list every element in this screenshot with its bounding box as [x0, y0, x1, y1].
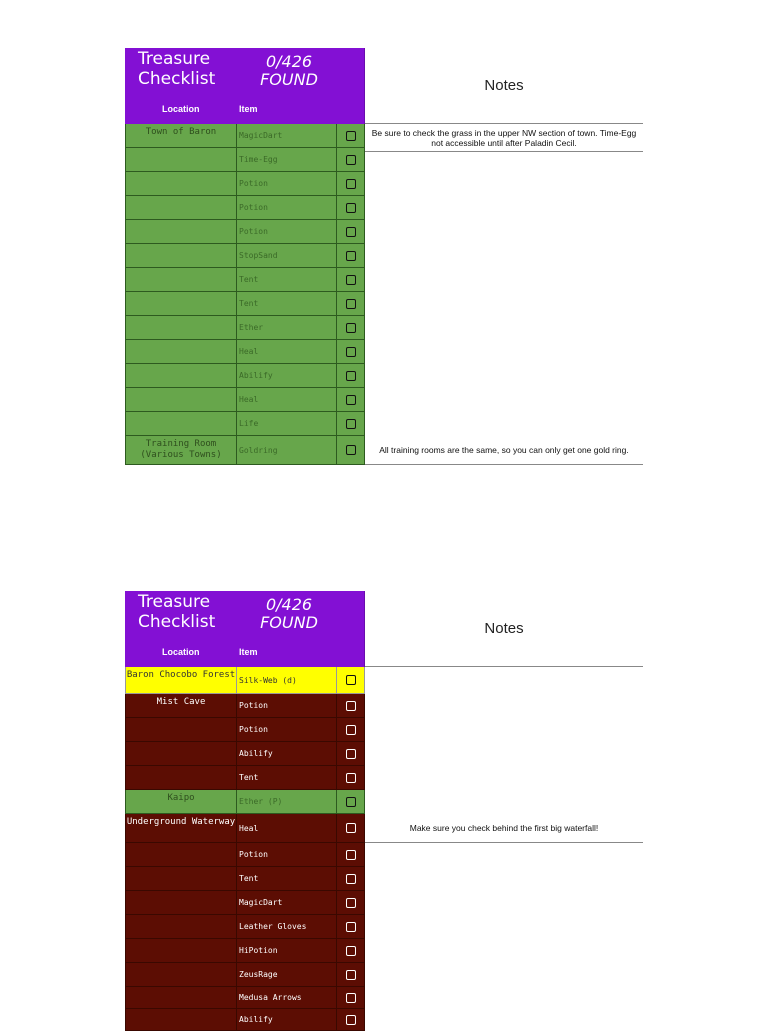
checkbox[interactable] [346, 970, 356, 980]
location-column-header: Location [162, 647, 200, 657]
checkbox[interactable] [346, 299, 356, 309]
table-row [125, 718, 643, 742]
found-checkbox-cell[interactable] [337, 364, 365, 388]
checkbox[interactable] [346, 131, 356, 141]
location-cell: Training Room (Various Towns) [125, 436, 237, 465]
sheet-title: Treasure Checklist [138, 592, 216, 632]
found-checkbox-cell[interactable] [337, 814, 365, 843]
table-row [125, 220, 643, 244]
table-row [125, 987, 643, 1009]
found-checkbox-cell[interactable] [337, 1009, 365, 1031]
table-row [125, 891, 643, 915]
sheet-title: Treasure Checklist [138, 49, 216, 89]
sheet-header [125, 48, 643, 124]
found-checkbox-cell[interactable] [337, 790, 365, 814]
location-cell [125, 915, 237, 939]
item-cell: Leather Gloves [237, 915, 337, 939]
item-cell: Potion [237, 172, 337, 196]
location-cell: Kaipo [125, 790, 237, 814]
table-row [125, 412, 643, 436]
location-cell [125, 963, 237, 987]
checkbox[interactable] [346, 227, 356, 237]
checklist-sheet-2 [125, 591, 643, 1031]
found-checkbox-cell[interactable] [337, 867, 365, 891]
found-checkbox-cell[interactable] [337, 316, 365, 340]
header-banner [125, 591, 365, 667]
checkbox[interactable] [346, 251, 356, 261]
found-counter: 0/426 FOUND [260, 595, 318, 632]
location-cell [125, 766, 237, 790]
item-cell: Tent [237, 766, 337, 790]
found-checkbox-cell[interactable] [337, 196, 365, 220]
found-counter: 0/426 FOUND [260, 52, 318, 89]
item-cell: ZeusRage [237, 963, 337, 987]
found-checkbox-cell[interactable] [337, 292, 365, 316]
found-checkbox-cell[interactable] [337, 172, 365, 196]
location-cell: Underground Waterway [125, 814, 237, 843]
table-row [125, 388, 643, 412]
found-checkbox-cell[interactable] [337, 843, 365, 867]
location-cell [125, 412, 237, 436]
table-row [125, 915, 643, 939]
location-cell [125, 1009, 237, 1031]
checkbox[interactable] [346, 922, 356, 932]
checkbox[interactable] [346, 823, 356, 833]
found-checkbox-cell[interactable] [337, 963, 365, 987]
checkbox[interactable] [346, 155, 356, 165]
location-cell [125, 292, 237, 316]
item-cell: MagicDart [237, 124, 337, 148]
item-cell: Silk-Web (d) [237, 667, 337, 694]
location-cell [125, 148, 237, 172]
table-row [125, 867, 643, 891]
checkbox[interactable] [346, 347, 356, 357]
location-cell [125, 939, 237, 963]
item-cell: Heal [237, 814, 337, 843]
location-cell [125, 987, 237, 1009]
item-cell: Potion [237, 694, 337, 718]
item-cell: HiPotion [237, 939, 337, 963]
found-checkbox-cell[interactable] [337, 939, 365, 963]
item-cell: Tent [237, 268, 337, 292]
location-cell: Mist Cave [125, 694, 237, 718]
table-row [125, 316, 643, 340]
checkbox[interactable] [346, 773, 356, 783]
item-cell: Abilify [237, 742, 337, 766]
checkbox[interactable] [346, 701, 356, 711]
found-checkbox-cell[interactable] [337, 340, 365, 364]
found-checkbox-cell[interactable] [337, 220, 365, 244]
checkbox[interactable] [346, 179, 356, 189]
location-column-header: Location [162, 104, 200, 114]
table-row [125, 364, 643, 388]
table-row [125, 172, 643, 196]
table-row [125, 790, 643, 814]
table-row [125, 244, 643, 268]
found-checkbox-cell[interactable] [337, 268, 365, 292]
found-checkbox-cell[interactable] [337, 891, 365, 915]
found-checkbox-cell[interactable] [337, 148, 365, 172]
found-checkbox-cell[interactable] [337, 667, 365, 694]
checkbox[interactable] [346, 898, 356, 908]
checkbox[interactable] [346, 1015, 356, 1025]
item-cell: Ether (P) [237, 790, 337, 814]
location-cell [125, 364, 237, 388]
table-row [125, 340, 643, 364]
item-cell: MagicDart [237, 891, 337, 915]
item-cell: Goldring [237, 436, 337, 465]
location-cell [125, 196, 237, 220]
item-cell: Potion [237, 718, 337, 742]
location-cell [125, 340, 237, 364]
location-cell: Baron Chocobo Forest [125, 667, 237, 694]
checkbox[interactable] [346, 946, 356, 956]
checkbox[interactable] [346, 874, 356, 884]
item-cell: Heal [237, 340, 337, 364]
location-cell [125, 244, 237, 268]
note-cell: All training rooms are the same, so you can only get one gold ring. [365, 436, 643, 465]
checkbox[interactable] [346, 850, 356, 860]
note-cell: Be sure to check the grass in the upper NW section of town. Time-Egg not accessible until after Paladin Cecil. [365, 124, 643, 152]
table-row [125, 766, 643, 790]
item-column-header: Item [239, 647, 258, 657]
table-row [125, 196, 643, 220]
item-cell: Life [237, 412, 337, 436]
checkbox[interactable] [346, 993, 356, 1003]
found-checkbox-cell[interactable] [337, 244, 365, 268]
location-cell [125, 742, 237, 766]
item-cell: Abilify [237, 1009, 337, 1031]
header-banner [125, 48, 365, 124]
table-row [125, 1009, 643, 1031]
checkbox[interactable] [346, 203, 356, 213]
found-checkbox-cell[interactable] [337, 718, 365, 742]
checkbox[interactable] [346, 419, 356, 429]
table-row [125, 667, 643, 694]
table-row [125, 963, 643, 987]
checklist-sheet-1 [125, 48, 643, 465]
checkbox[interactable] [346, 445, 356, 455]
item-cell: Abilify [237, 364, 337, 388]
table-row [125, 268, 643, 292]
item-cell: Tent [237, 292, 337, 316]
location-cell: Town of Baron [125, 124, 237, 148]
location-cell [125, 316, 237, 340]
table-row [125, 742, 643, 766]
item-column-header: Item [239, 104, 258, 114]
table-row [125, 939, 643, 963]
note-cell: Make sure you check behind the first big waterfall! [365, 814, 643, 843]
location-cell [125, 843, 237, 867]
found-checkbox-cell[interactable] [337, 124, 365, 148]
found-checkbox-cell[interactable] [337, 915, 365, 939]
location-cell [125, 220, 237, 244]
checkbox[interactable] [346, 275, 356, 285]
item-cell: Heal [237, 388, 337, 412]
notes-column-header: Notes [365, 591, 643, 667]
found-checkbox-cell[interactable] [337, 742, 365, 766]
notes-column-header: Notes [365, 48, 643, 124]
item-cell: Tent [237, 867, 337, 891]
checkbox[interactable] [346, 323, 356, 333]
table-row [125, 694, 643, 718]
found-checkbox-cell[interactable] [337, 766, 365, 790]
checkbox[interactable] [346, 371, 356, 381]
checklist-rows [125, 124, 643, 465]
checkbox[interactable] [346, 395, 356, 405]
location-cell [125, 891, 237, 915]
checkbox[interactable] [346, 675, 356, 685]
item-cell: Medusa Arrows [237, 987, 337, 1009]
location-cell [125, 388, 237, 412]
item-cell: Potion [237, 220, 337, 244]
found-checkbox-cell[interactable] [337, 412, 365, 436]
item-cell: Potion [237, 196, 337, 220]
checkbox[interactable] [346, 797, 356, 807]
checkbox[interactable] [346, 749, 356, 759]
item-cell: StopSand [237, 244, 337, 268]
checkbox[interactable] [346, 725, 356, 735]
location-cell [125, 867, 237, 891]
found-checkbox-cell[interactable] [337, 388, 365, 412]
item-cell: Time-Egg [237, 148, 337, 172]
found-checkbox-cell[interactable] [337, 987, 365, 1009]
location-cell [125, 172, 237, 196]
sheet-header [125, 591, 643, 667]
item-cell: Ether [237, 316, 337, 340]
table-row [125, 843, 643, 867]
found-checkbox-cell[interactable] [337, 436, 365, 465]
found-checkbox-cell[interactable] [337, 694, 365, 718]
location-cell [125, 268, 237, 292]
item-cell: Potion [237, 843, 337, 867]
checklist-rows [125, 667, 643, 1031]
table-row [125, 292, 643, 316]
location-cell [125, 718, 237, 742]
